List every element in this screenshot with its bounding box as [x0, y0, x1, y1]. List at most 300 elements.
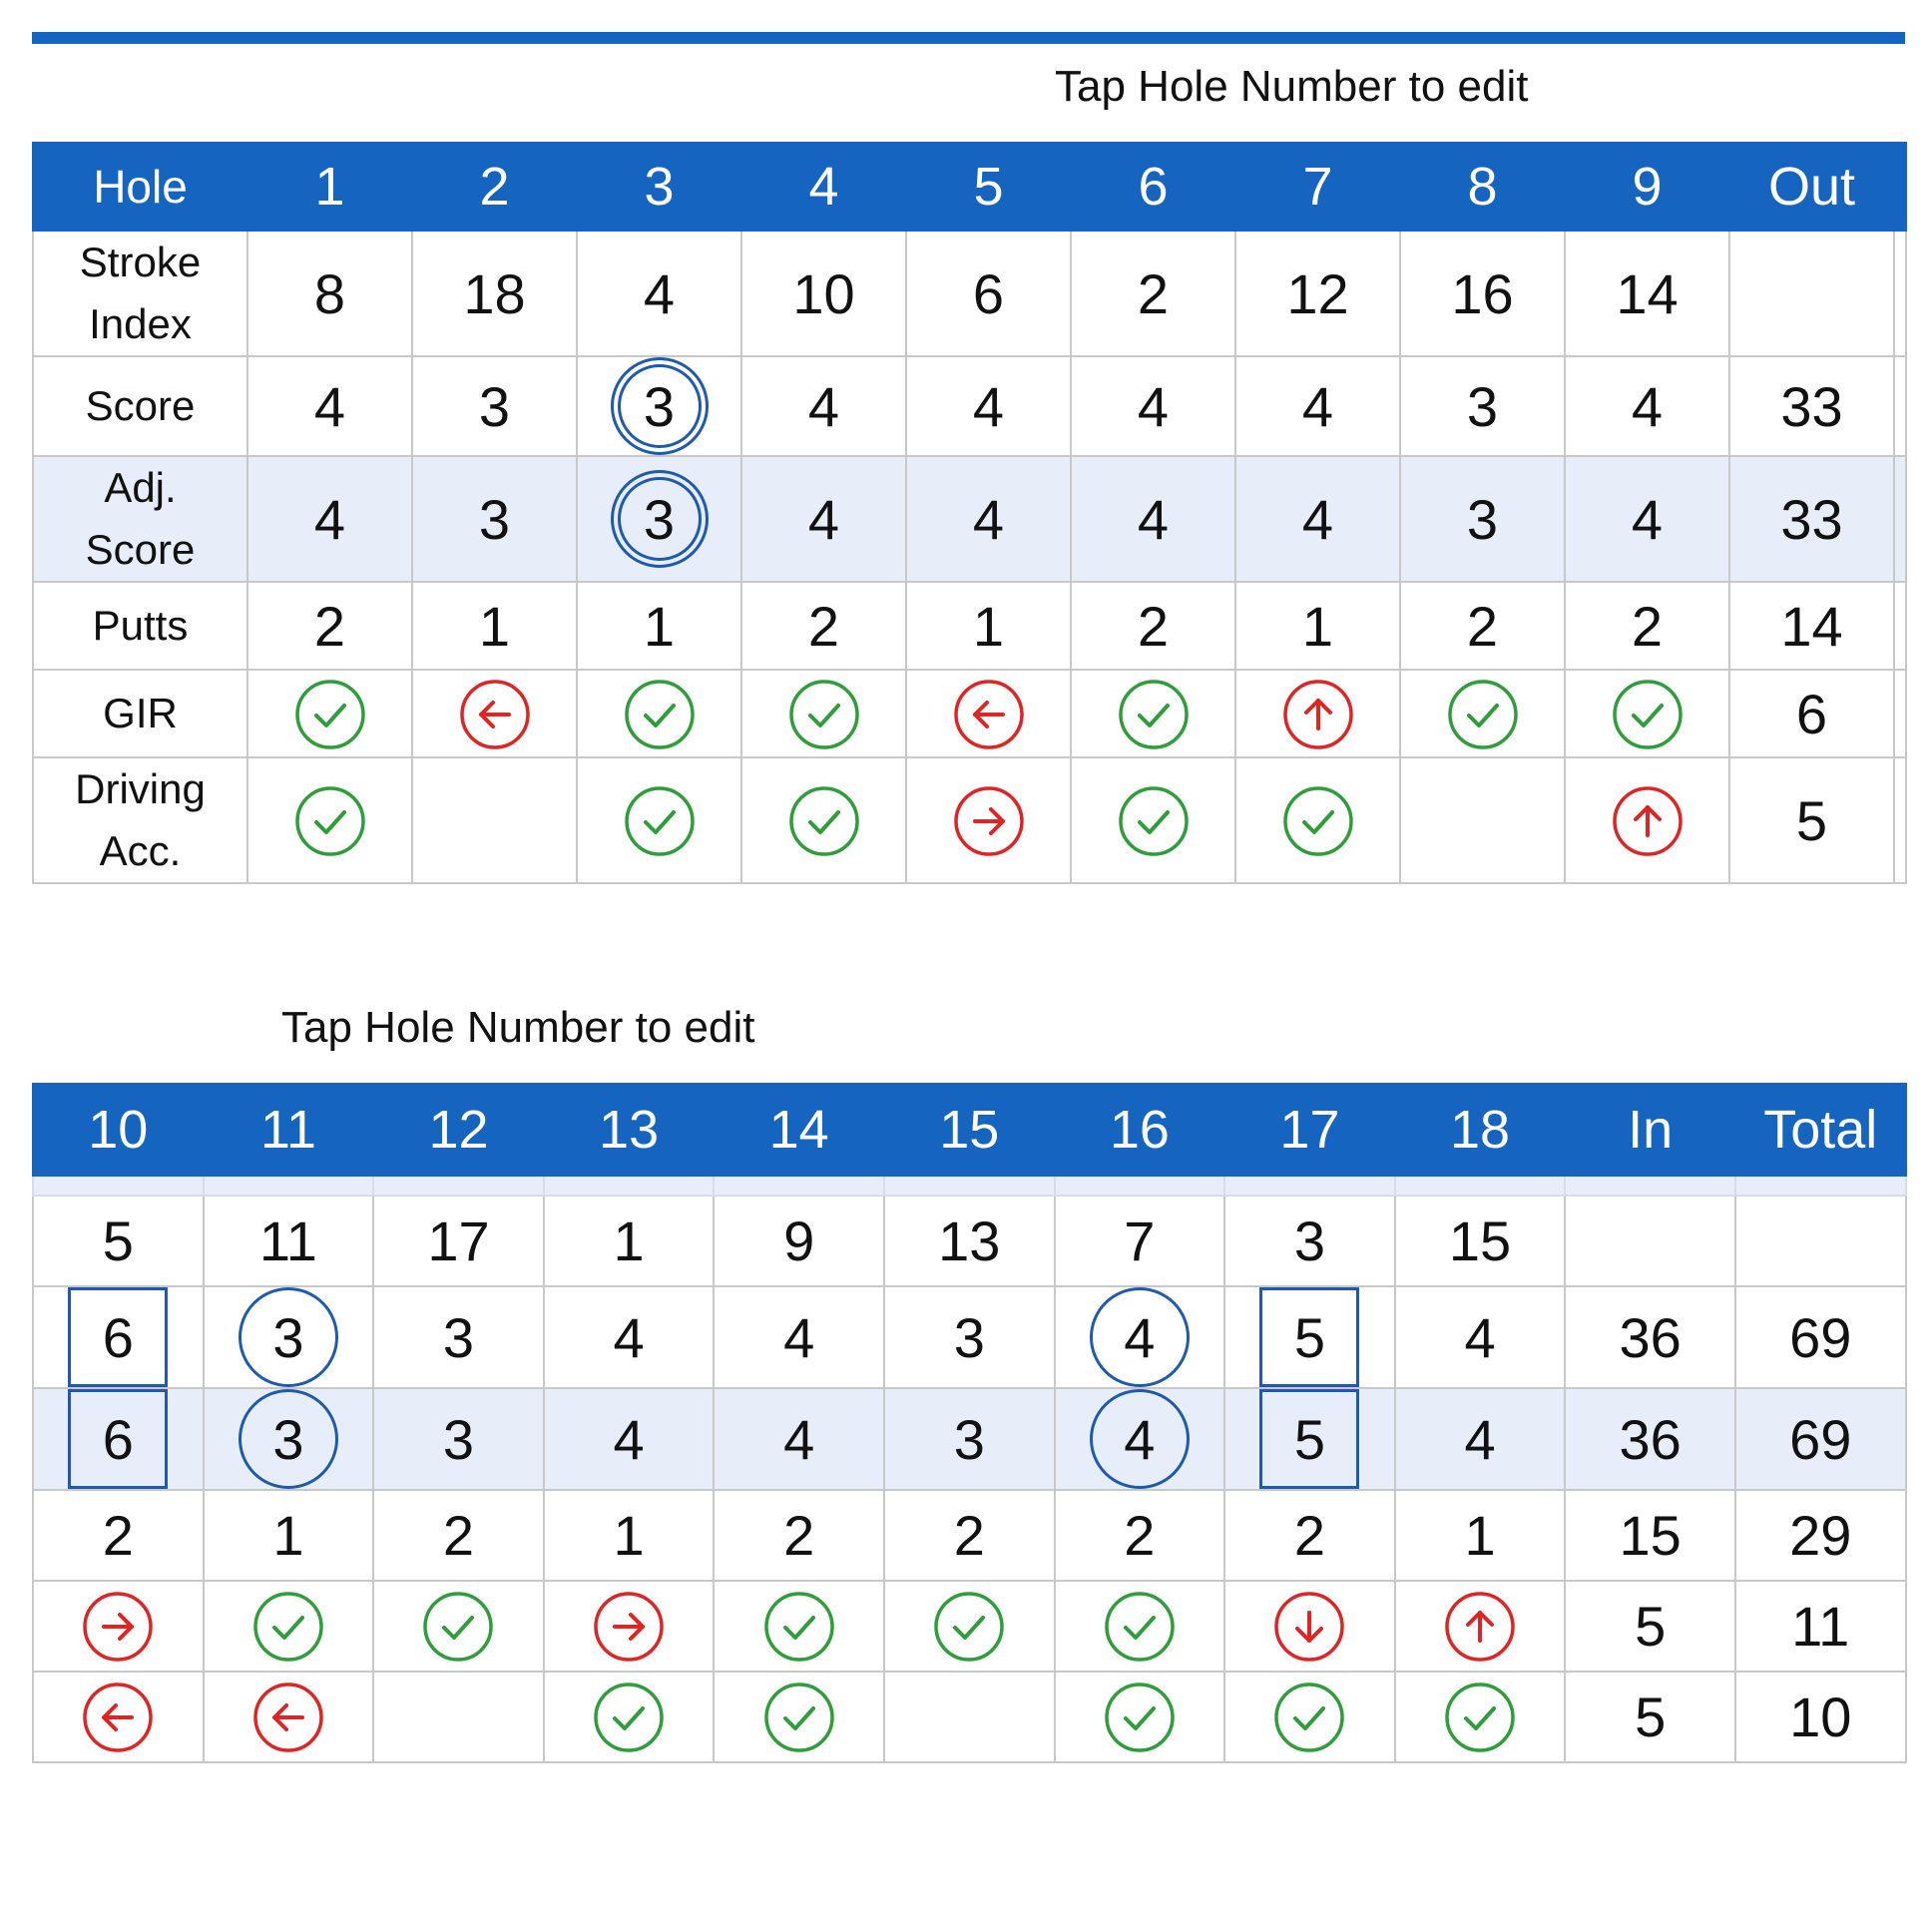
cell-value: 29 — [1789, 1504, 1852, 1567]
bogey-square — [68, 1287, 168, 1387]
arrow-right-icon — [593, 1591, 665, 1663]
eagle-double-circle — [611, 357, 709, 455]
arrow-right-icon — [82, 1591, 154, 1663]
score-cell — [544, 1196, 715, 1286]
score-cell — [33, 1581, 204, 1672]
score-cell — [247, 757, 412, 883]
cell-value: 4 — [807, 374, 840, 438]
cell-value: 2 — [1124, 1504, 1156, 1567]
score-cell — [247, 670, 412, 757]
score-cell — [1395, 1286, 1566, 1388]
check-icon — [1273, 1682, 1345, 1753]
row-label-line: Stroke — [79, 239, 202, 285]
score-cell — [1400, 356, 1565, 456]
score-cell — [544, 1286, 715, 1388]
cell-value: 3 — [1466, 487, 1499, 551]
cell-value: 4 — [613, 1407, 645, 1471]
cell-value: 1 — [272, 1504, 304, 1567]
score-cell — [1565, 1286, 1735, 1388]
row-label — [33, 757, 247, 883]
row-label — [33, 670, 247, 757]
score-cell — [1400, 670, 1565, 757]
score-cell — [204, 1388, 374, 1490]
cell-value: 12 — [1286, 261, 1349, 325]
score-cell — [1235, 231, 1400, 356]
cell-value: 3 — [442, 1305, 475, 1369]
score-cell — [1235, 582, 1400, 670]
cell-value: 4 — [783, 1407, 815, 1471]
cell-value: 1 — [613, 1504, 645, 1567]
cell-value: 15 — [1448, 1209, 1512, 1272]
cell-value: 3 — [272, 1305, 304, 1369]
score-cell — [741, 356, 906, 456]
birdie-circle — [1090, 1389, 1190, 1489]
row-label-line: Score — [85, 382, 196, 429]
cell-value: 2 — [1466, 594, 1499, 658]
cell-value: 3 — [478, 374, 511, 438]
score-cell — [544, 1388, 715, 1490]
score-cell — [1071, 582, 1235, 670]
score-cell — [247, 356, 412, 456]
check-icon — [294, 785, 366, 857]
cell-value: 3 — [953, 1407, 985, 1471]
stroke-index-row — [33, 231, 1906, 356]
row-label-line: Driving — [75, 765, 206, 812]
driving-accuracy-row — [33, 1672, 1906, 1762]
driving-accuracy-row — [33, 757, 1906, 883]
row-edge — [1894, 582, 1906, 670]
gir-row — [33, 670, 1906, 757]
arrow-left-icon — [953, 679, 1025, 750]
score-cell — [1565, 1196, 1735, 1286]
score-cell — [373, 1196, 544, 1286]
cell-value: 3 — [953, 1305, 985, 1369]
check-icon — [1118, 785, 1190, 857]
cell-value: 2 — [102, 1504, 134, 1567]
front-nine-instruction: Tap Hole Number to edit — [1055, 62, 1529, 111]
cell-value: 4 — [1631, 374, 1664, 438]
cell-value: 1 — [972, 594, 1005, 658]
cell-value: 18 — [463, 261, 526, 325]
gir-row — [33, 1581, 1906, 1672]
score-cell — [1224, 1490, 1395, 1581]
hole-number-header-14[interactable]: 14 — [714, 1084, 884, 1176]
cell-value: 2 — [807, 594, 840, 658]
score-cell — [1071, 231, 1235, 356]
score-cell — [714, 1581, 884, 1672]
cell-value: 5 — [102, 1209, 134, 1272]
score-cell — [884, 1286, 1055, 1388]
band-cell — [1224, 1176, 1395, 1196]
score-cell — [741, 670, 906, 757]
score-cell — [412, 356, 577, 456]
cell-value: 4 — [1464, 1407, 1496, 1471]
cell-value: 4 — [313, 487, 346, 551]
hole-number-header-9[interactable]: 9 — [1565, 143, 1729, 231]
hole-number-header-17[interactable]: 17 — [1224, 1084, 1395, 1176]
score-cell — [1071, 456, 1235, 582]
birdie-circle — [239, 1389, 338, 1489]
cell-value: 5 — [1293, 1407, 1326, 1471]
score-cell — [1565, 1672, 1735, 1762]
score-cell — [544, 1490, 715, 1581]
score-cell — [1729, 670, 1894, 757]
row-label — [33, 231, 247, 356]
cell-value: 6 — [972, 261, 1005, 325]
cell-value: 6 — [102, 1305, 134, 1369]
score-cell — [714, 1196, 884, 1286]
hole-number-header-11[interactable]: 11 — [204, 1084, 374, 1176]
cell-value: 1 — [478, 594, 511, 658]
cell-value: 3 — [643, 487, 676, 551]
score-cell — [577, 582, 741, 670]
score-cell — [412, 757, 577, 883]
score-cell — [1735, 1490, 1906, 1581]
back-nine-instruction: Tap Hole Number to edit — [281, 1003, 755, 1052]
hole-number-header-7[interactable]: 7 — [1235, 143, 1400, 231]
cell-value: 3 — [442, 1407, 475, 1471]
score-cell — [1235, 670, 1400, 757]
score-cell — [906, 456, 1071, 582]
hole-number-header-5[interactable]: 5 — [906, 143, 1071, 231]
cell-value: 36 — [1619, 1305, 1682, 1369]
score-cell — [1565, 670, 1729, 757]
row-edge — [1894, 670, 1906, 757]
score-cell — [1224, 1196, 1395, 1286]
score-cell — [906, 356, 1071, 456]
cell-value: 2 — [313, 594, 346, 658]
score-cell — [1235, 356, 1400, 456]
score-cell — [1224, 1286, 1395, 1388]
cell-value: 1 — [613, 1209, 645, 1272]
check-icon — [624, 785, 696, 857]
score-cell — [1565, 1388, 1735, 1490]
score-cell — [1395, 1196, 1566, 1286]
score-cell — [1565, 582, 1729, 670]
cell-value: 2 — [1293, 1504, 1326, 1567]
check-icon — [1282, 785, 1354, 857]
cell-value: 4 — [613, 1305, 645, 1369]
score-cell — [1071, 670, 1235, 757]
cell-value: 5 — [1293, 1305, 1326, 1369]
cell-value: 10 — [792, 261, 855, 325]
hole-header-label: Hole — [33, 143, 247, 231]
cell-value: 3 — [1466, 374, 1499, 438]
cell-value: 15 — [1619, 1504, 1682, 1567]
score-cell — [906, 757, 1071, 883]
arrow-up-icon — [1444, 1591, 1516, 1663]
cell-value: 4 — [313, 374, 346, 438]
check-icon — [1612, 679, 1684, 750]
score-cell — [1565, 1490, 1735, 1581]
score-cell — [1565, 231, 1729, 356]
score-cell — [1055, 1196, 1225, 1286]
cell-value: 14 — [1616, 261, 1679, 325]
hole-number-header-16[interactable]: 16 — [1055, 1084, 1225, 1176]
header-band — [33, 1176, 1906, 1196]
score-row — [33, 356, 1906, 456]
hole-number-header-18[interactable]: 18 — [1395, 1084, 1566, 1176]
check-icon — [1118, 679, 1190, 750]
hole-number-header-3[interactable]: 3 — [577, 143, 741, 231]
cell-value: 4 — [1464, 1305, 1496, 1369]
putts-row — [33, 582, 1906, 670]
cell-value: 2 — [783, 1504, 815, 1567]
cell-value: 11 — [1791, 1595, 1850, 1658]
hole-number-header-1[interactable]: 1 — [247, 143, 412, 231]
score-cell — [1565, 757, 1729, 883]
hole-number-header-10[interactable]: 10 — [33, 1084, 204, 1176]
cell-value: 2 — [1137, 261, 1170, 325]
band-cell — [373, 1176, 544, 1196]
score-cell — [1729, 456, 1894, 582]
cell-value: 1 — [1301, 594, 1334, 658]
row-label-line: Acc. — [99, 827, 182, 874]
bogey-square — [68, 1389, 168, 1489]
score-cell — [33, 1490, 204, 1581]
score-cell — [33, 1388, 204, 1490]
cell-value: 4 — [1301, 374, 1334, 438]
score-cell — [204, 1581, 374, 1672]
check-icon — [1447, 679, 1519, 750]
total-total-header: Total — [1735, 1084, 1906, 1176]
cell-value: 13 — [938, 1209, 1001, 1272]
score-cell — [1395, 1672, 1566, 1762]
score-cell — [884, 1581, 1055, 1672]
score-cell — [204, 1286, 374, 1388]
score-cell — [1224, 1672, 1395, 1762]
score-cell — [1055, 1490, 1225, 1581]
score-cell — [1735, 1388, 1906, 1490]
cell-value: 16 — [1451, 261, 1514, 325]
score-cell — [1400, 757, 1565, 883]
eagle-double-circle — [611, 470, 709, 568]
score-cell — [906, 670, 1071, 757]
score-cell — [1735, 1672, 1906, 1762]
score-cell — [714, 1672, 884, 1762]
stroke-index-row — [33, 1196, 1906, 1286]
birdie-circle — [239, 1287, 338, 1387]
cell-value: 9 — [783, 1209, 815, 1272]
score-cell — [1395, 1581, 1566, 1672]
cell-value: 3 — [272, 1407, 304, 1471]
cell-value: 17 — [427, 1209, 490, 1272]
score-cell — [1055, 1388, 1225, 1490]
adj-score-row — [33, 1388, 1906, 1490]
check-icon — [763, 1682, 835, 1753]
score-cell — [884, 1388, 1055, 1490]
score-cell — [714, 1286, 884, 1388]
score-cell — [247, 231, 412, 356]
cell-value: 4 — [1124, 1407, 1156, 1471]
score-cell — [247, 456, 412, 582]
score-cell — [906, 582, 1071, 670]
score-cell — [1735, 1286, 1906, 1388]
cell-value: 1 — [1464, 1504, 1496, 1567]
score-cell — [741, 456, 906, 582]
row-label — [33, 356, 247, 456]
bogey-square — [1259, 1287, 1359, 1387]
score-cell — [1729, 356, 1894, 456]
band-cell — [1055, 1176, 1225, 1196]
row-label — [33, 582, 247, 670]
score-cell — [412, 231, 577, 356]
cell-value: 4 — [1137, 374, 1170, 438]
cell-value: 10 — [1789, 1686, 1852, 1748]
score-cell — [577, 231, 741, 356]
score-cell — [1395, 1388, 1566, 1490]
score-cell — [884, 1490, 1055, 1581]
score-cell — [714, 1490, 884, 1581]
score-cell — [544, 1672, 715, 1762]
score-cell — [1071, 757, 1235, 883]
band-cell — [1735, 1176, 1906, 1196]
check-icon — [1104, 1591, 1176, 1663]
band-cell — [884, 1176, 1055, 1196]
band-cell — [204, 1176, 374, 1196]
score-cell — [741, 757, 906, 883]
cell-value: 33 — [1780, 374, 1843, 438]
row-edge — [1894, 757, 1906, 883]
hole-number-header-12[interactable]: 12 — [373, 1084, 544, 1176]
check-icon — [788, 785, 860, 857]
cell-value: 4 — [1631, 487, 1664, 551]
score-cell — [1055, 1672, 1225, 1762]
check-icon — [1104, 1682, 1176, 1753]
score-cell — [1735, 1581, 1906, 1672]
cell-value: 6 — [102, 1407, 134, 1471]
check-icon — [252, 1591, 324, 1663]
arrow-up-icon — [1612, 785, 1684, 857]
band-cell — [714, 1176, 884, 1196]
score-cell — [1224, 1388, 1395, 1490]
score-cell — [1400, 582, 1565, 670]
cell-value: 5 — [1635, 1686, 1667, 1748]
cell-value: 7 — [1124, 1209, 1156, 1272]
check-icon — [422, 1591, 494, 1663]
header-edge — [1894, 143, 1906, 231]
score-cell — [1395, 1490, 1566, 1581]
score-cell — [1055, 1581, 1225, 1672]
score-cell — [1235, 456, 1400, 582]
arrow-down-icon — [1273, 1591, 1345, 1663]
band-cell — [33, 1176, 204, 1196]
hole-number-header-8[interactable]: 8 — [1400, 143, 1565, 231]
hole-number-header-13[interactable]: 13 — [544, 1084, 715, 1176]
cell-value: 4 — [1137, 487, 1170, 551]
score-cell — [373, 1388, 544, 1490]
adj-score-row — [33, 456, 1906, 582]
score-cell — [204, 1196, 374, 1286]
score-cell — [412, 456, 577, 582]
score-cell — [884, 1196, 1055, 1286]
score-cell — [1055, 1286, 1225, 1388]
cell-value: 4 — [972, 487, 1005, 551]
score-cell — [33, 1286, 204, 1388]
cell-value: 3 — [478, 487, 511, 551]
check-icon — [593, 1682, 665, 1753]
band-cell — [1565, 1176, 1735, 1196]
arrow-right-icon — [953, 785, 1025, 857]
cell-value: 3 — [643, 374, 676, 438]
top-accent-bar — [32, 32, 1905, 44]
check-icon — [933, 1591, 1005, 1663]
score-cell — [33, 1196, 204, 1286]
cell-value: 2 — [953, 1504, 985, 1567]
score-cell — [373, 1581, 544, 1672]
cell-value: 3 — [1293, 1209, 1326, 1272]
cell-value: 36 — [1619, 1407, 1682, 1471]
score-cell — [373, 1490, 544, 1581]
score-cell — [577, 456, 741, 582]
cell-value: 4 — [1301, 487, 1334, 551]
score-cell — [577, 757, 741, 883]
check-icon — [294, 679, 366, 750]
putts-row — [33, 1490, 1906, 1581]
row-label-line: Adj. — [104, 464, 177, 511]
cell-value: 5 — [1795, 788, 1828, 852]
check-icon — [624, 679, 696, 750]
score-cell — [1235, 757, 1400, 883]
birdie-circle — [1090, 1287, 1190, 1387]
cell-value: 1 — [643, 594, 676, 658]
hole-number-header-6[interactable]: 6 — [1071, 143, 1235, 231]
score-cell — [1729, 757, 1894, 883]
score-row — [33, 1286, 1906, 1388]
cell-value: 2 — [1137, 594, 1170, 658]
score-cell — [412, 670, 577, 757]
check-icon — [1444, 1682, 1516, 1753]
cell-value: 2 — [1631, 594, 1664, 658]
cell-value: 11 — [258, 1209, 317, 1272]
in-total-header: In — [1565, 1084, 1735, 1176]
band-cell — [544, 1176, 715, 1196]
cell-value: 4 — [807, 487, 840, 551]
cell-value: 8 — [313, 261, 346, 325]
score-cell — [1565, 1581, 1735, 1672]
band-cell — [1395, 1176, 1566, 1196]
score-cell — [33, 1672, 204, 1762]
hole-number-header-15[interactable]: 15 — [884, 1084, 1055, 1176]
bogey-square — [1259, 1389, 1359, 1489]
score-cell — [906, 231, 1071, 356]
row-label — [33, 456, 247, 582]
back-nine-scorecard — [32, 1083, 1907, 1763]
row-label-line: Index — [89, 300, 192, 347]
row-label-line: Score — [85, 526, 196, 573]
score-cell — [373, 1286, 544, 1388]
hole-number-header-4[interactable]: 4 — [741, 143, 906, 231]
cell-value: 4 — [643, 261, 676, 325]
score-cell — [204, 1490, 374, 1581]
row-label-line: Putts — [92, 602, 189, 649]
arrow-up-icon — [1282, 679, 1354, 750]
cell-value: 4 — [783, 1305, 815, 1369]
hole-number-header-Out: Out — [1729, 143, 1894, 231]
row-edge — [1894, 456, 1906, 582]
cell-value: 6 — [1795, 682, 1828, 745]
arrow-left-icon — [82, 1682, 154, 1753]
hole-number-header-2[interactable]: 2 — [412, 143, 577, 231]
score-cell — [373, 1672, 544, 1762]
cell-value: 69 — [1789, 1305, 1852, 1369]
score-cell — [741, 582, 906, 670]
arrow-left-icon — [252, 1682, 324, 1753]
score-cell — [714, 1388, 884, 1490]
cell-value: 4 — [972, 374, 1005, 438]
arrow-left-icon — [459, 679, 531, 750]
score-cell — [1729, 582, 1894, 670]
